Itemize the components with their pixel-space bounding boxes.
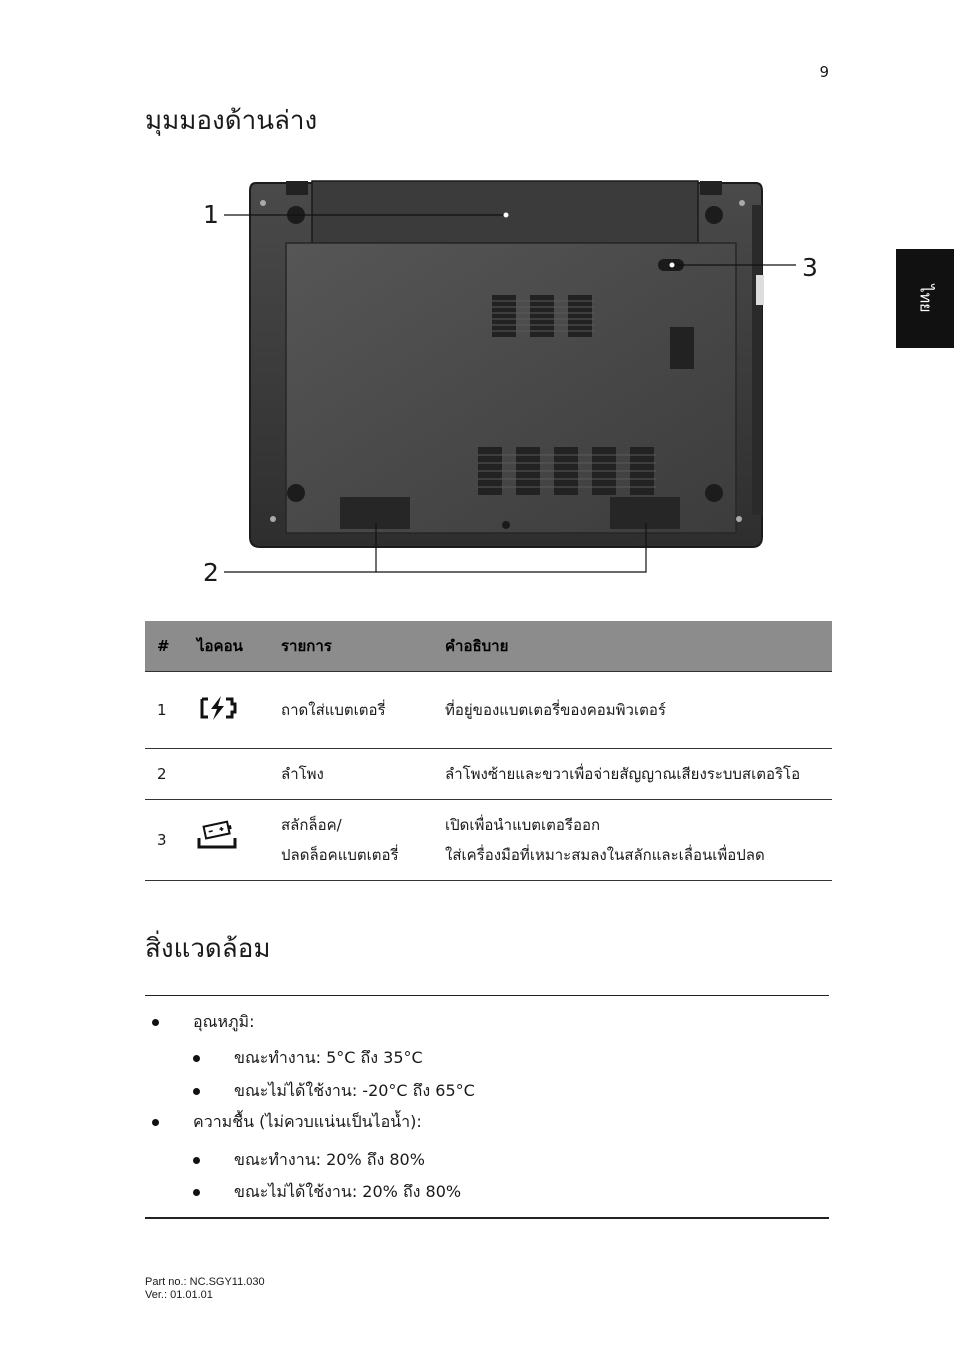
- row-item: ลำโพง: [269, 749, 433, 800]
- list-item: [152, 1110, 422, 1135]
- list-item: [193, 1079, 475, 1104]
- bullet-dot: [193, 1189, 200, 1196]
- humidity-nonoperating: ขณะไม่ได้ใช้งาน: 20% ถึง 80%: [234, 1182, 462, 1201]
- header-number: #: [145, 621, 185, 672]
- bullet-dot: [193, 1055, 200, 1062]
- row-item: [269, 800, 433, 881]
- row-item-line: สลักล็อค/: [281, 816, 342, 834]
- version: Ver.: 01.01.01: [145, 1289, 213, 1301]
- temp-operating: ขณะทำงาน: 5°C ถึง 35°C: [234, 1048, 423, 1067]
- footer: [145, 1276, 265, 1302]
- row-number: 1: [145, 672, 185, 749]
- divider: [145, 995, 829, 996]
- row-description: [433, 800, 832, 881]
- row-item-line: ปลดล็อคแบตเตอรี่: [281, 846, 399, 864]
- components-table: [145, 621, 832, 881]
- battery-icon: [185, 672, 269, 749]
- language-tab-label: ไทย: [916, 284, 936, 313]
- bullet-dot: [193, 1088, 200, 1095]
- row-number: 3: [145, 800, 185, 881]
- callout-2: 2: [203, 558, 219, 587]
- row-item: ถาดใส่แบตเตอรี่: [269, 672, 433, 749]
- humidity-label: ความชื้น (ไม่ควบแน่นเป็นไอน้ำ):: [193, 1112, 422, 1131]
- header-icon: ไอคอน: [185, 621, 269, 672]
- part-number: Part no.: NC.SGY11.030: [145, 1276, 265, 1288]
- callout-1: 1: [203, 200, 219, 229]
- row-description: ลำโพงซ้ายและขวาเพื่อจ่ายสัญญาณเสียงระบบสเตอริโอ: [433, 749, 832, 800]
- row-description-line: ใส่เครื่องมือที่เหมาะสมลงในสลักและเลื่อนเพื่อปลด: [445, 846, 765, 864]
- battery-lock-icon: [185, 800, 269, 881]
- humidity-operating: ขณะทำงาน: 20% ถึง 80%: [234, 1150, 425, 1169]
- list-item: [193, 1148, 425, 1173]
- bullet-dot: [193, 1157, 200, 1164]
- header-item: รายการ: [269, 621, 433, 672]
- laptop-bottom-illustration: [196, 175, 836, 590]
- table-row: [145, 749, 832, 800]
- row-description-line: เปิดเพื่อนำแบตเตอรีออก: [445, 816, 601, 834]
- row-description: ที่อยู่ของแบตเตอรี่ของคอมพิวเตอร์: [433, 672, 832, 749]
- bullet-dot: [152, 1119, 159, 1126]
- section-title-bottom-view: มุมมองด้านล่าง: [145, 106, 318, 136]
- table-row: [145, 672, 832, 749]
- section-title-environment: สิ่งแวดล้อม: [145, 934, 271, 964]
- divider: [145, 1217, 829, 1219]
- list-item: [193, 1180, 461, 1205]
- language-tab: [896, 249, 954, 348]
- table-header-row: [145, 621, 832, 672]
- row-icon-empty: [185, 749, 269, 800]
- callout-3: 3: [802, 253, 818, 282]
- bullet-dot: [152, 1019, 159, 1026]
- list-item: [193, 1046, 423, 1071]
- temp-nonoperating: ขณะไม่ได้ใช้งาน: -20°C ถึง 65°C: [234, 1081, 475, 1100]
- page-number: 9: [819, 63, 829, 81]
- table-row: [145, 800, 832, 881]
- row-number: 2: [145, 749, 185, 800]
- temperature-label: อุณหภูมิ:: [193, 1012, 255, 1031]
- header-description: คำอธิบาย: [433, 621, 832, 672]
- list-item: [152, 1010, 254, 1035]
